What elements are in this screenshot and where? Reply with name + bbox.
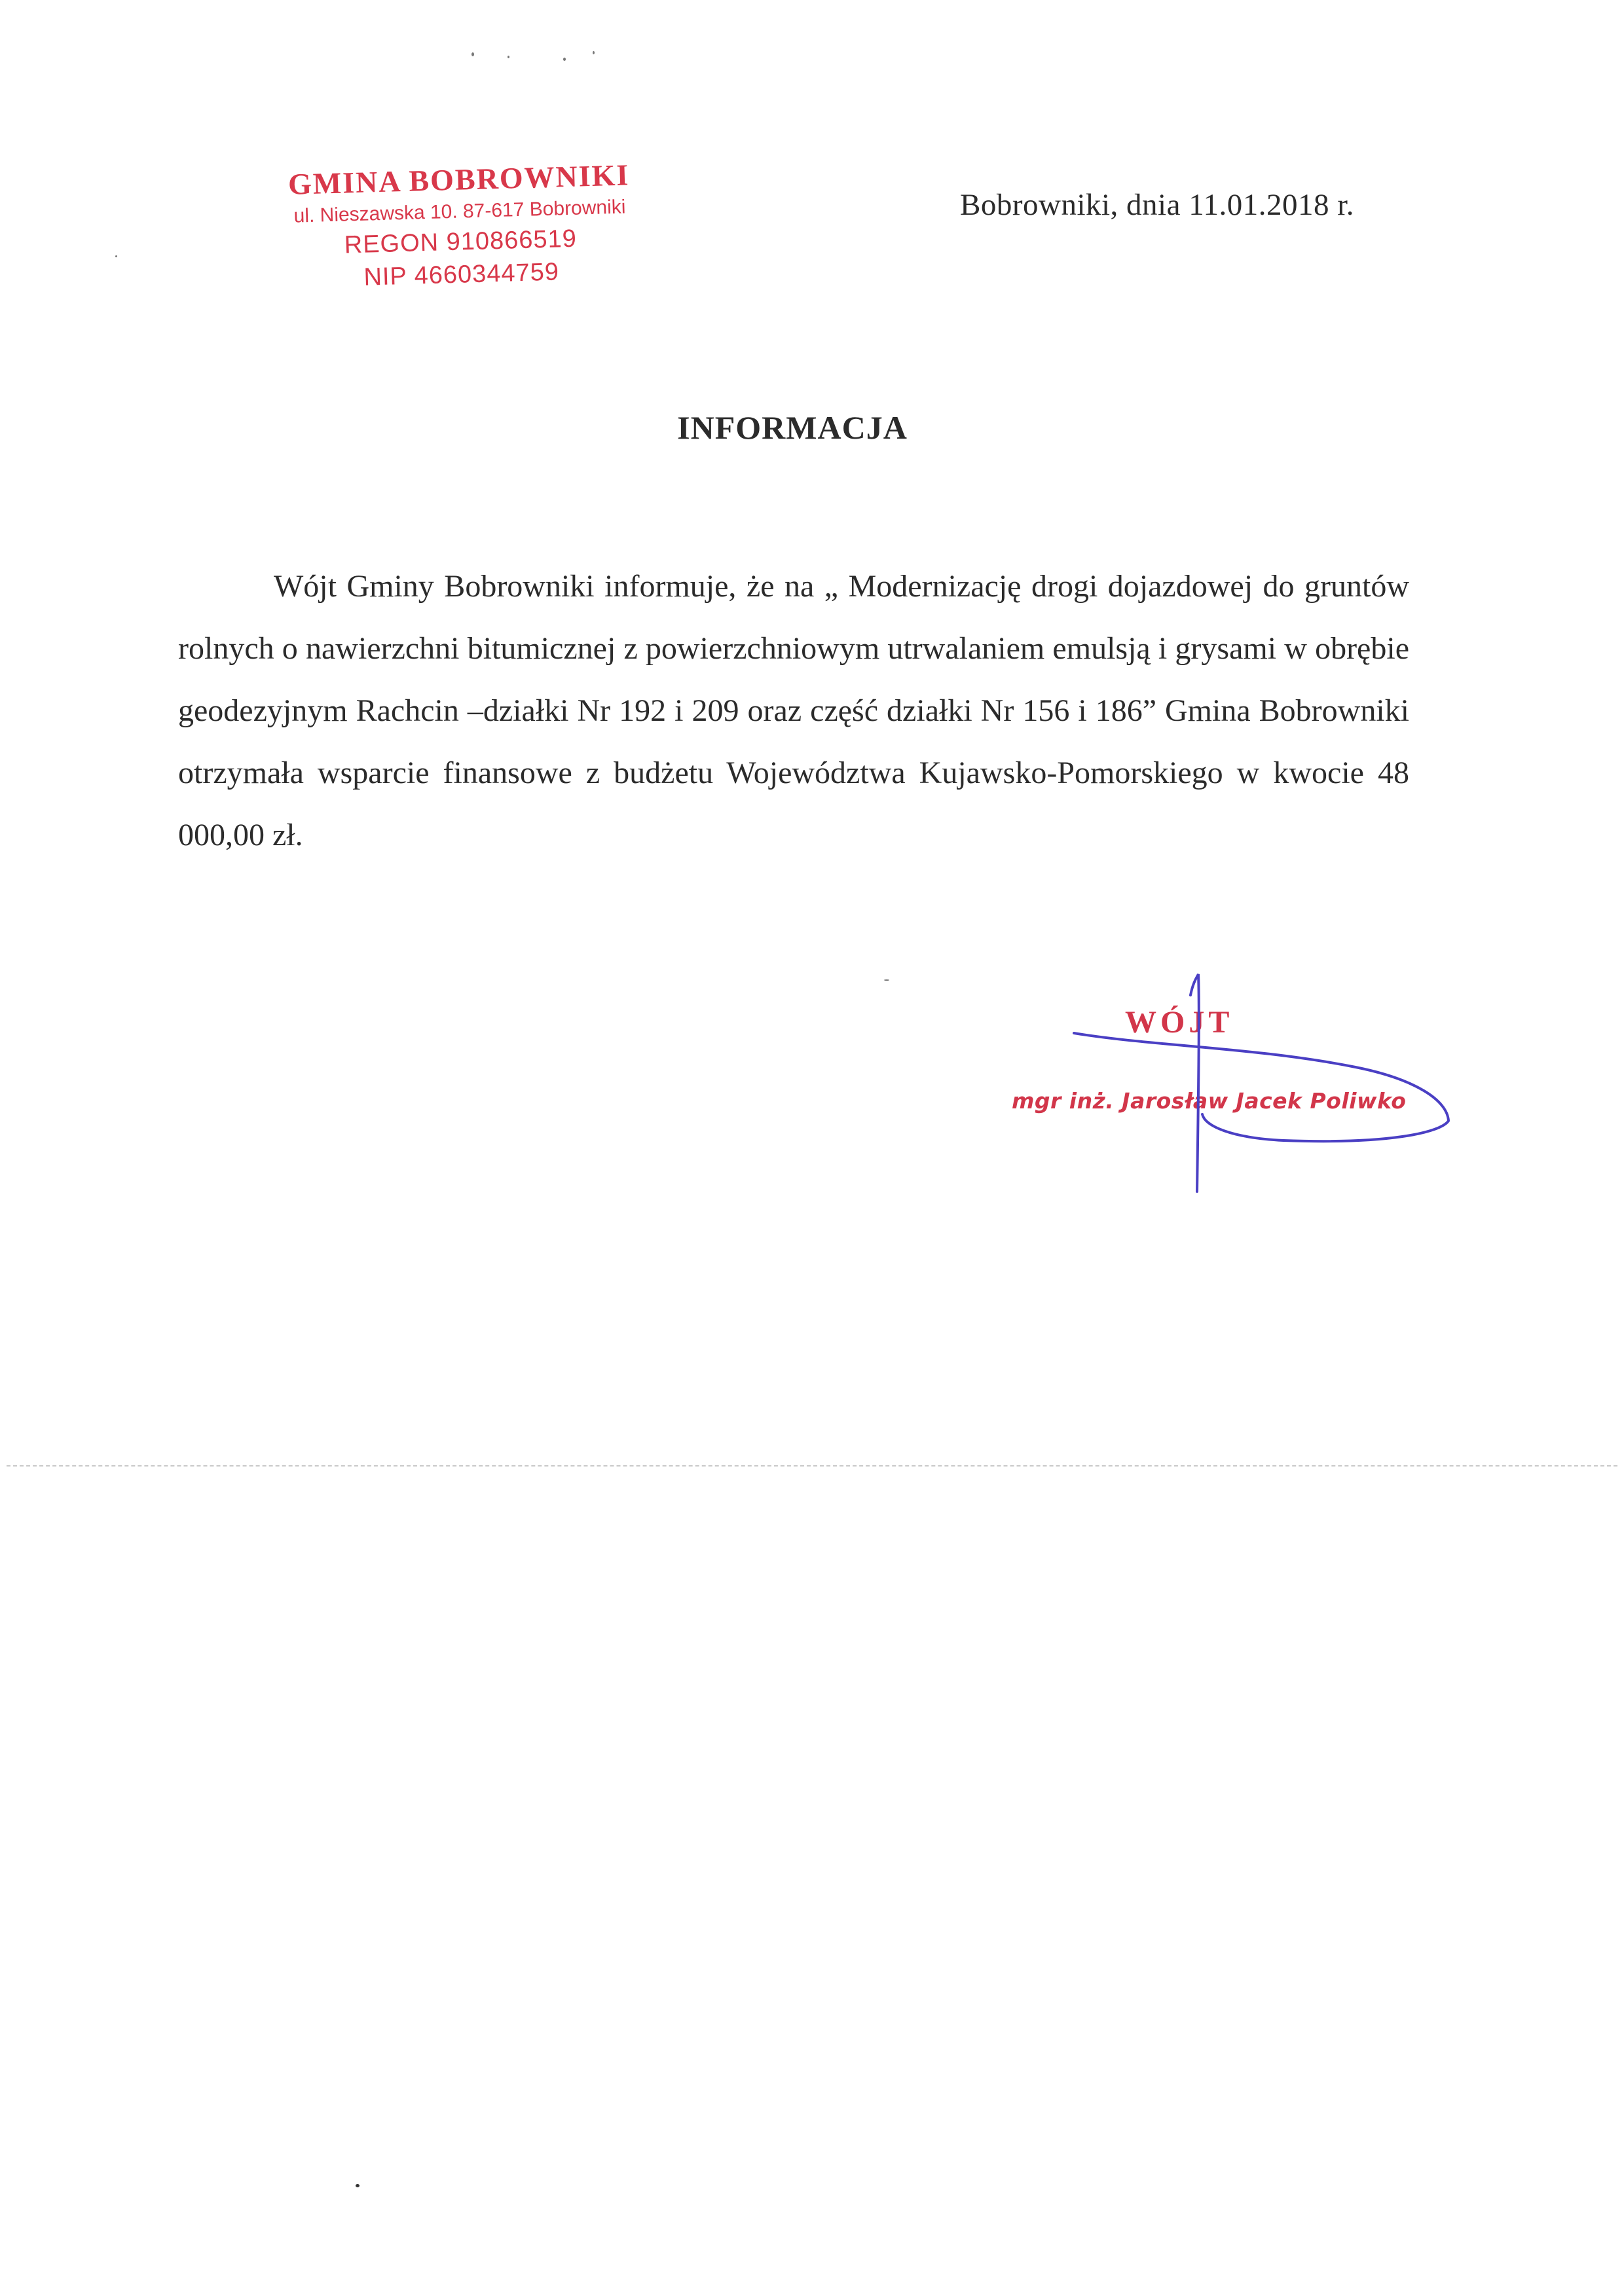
document-body: Wójt Gminy Bobrowniki informuje, że na „ Modernizację drogi dojazdowej do gruntów rolnych o nawierzchni bitumicznej z powierzchniowym utrwalaniem emulsją i grysami w obrębie geodezyjnym Rachcin –działki Nr 192 i 209 oraz część działki Nr 156 i 186” Gmina Bobrowniki otrzymała wsparcie finansowe z budżetu Województwa Kujawsko-Pomorskiego w kwocie 48 000,00 zł. — [178, 569, 1409, 852]
stamp-address: ul. Nieszawska 10. 87-617 Bobrowniki — [293, 196, 626, 227]
date-line: Bobrowniki, dnia 11.01.2018 r. — [960, 188, 1355, 222]
stamp-nip: NIP 4660344759 — [363, 258, 560, 291]
signature-stamp-name: mgr inż. Jarosław Jacek Poliwko — [1012, 1088, 1407, 1114]
scan-speck — [884, 979, 889, 981]
scan-speck — [593, 51, 595, 54]
stamp-office-name: GMINA BOBROWNIKI — [287, 158, 630, 201]
scan-speck — [115, 255, 117, 257]
scan-speck — [471, 52, 474, 56]
office-stamp — [262, 156, 658, 297]
scan-artifact-line — [7, 1465, 1617, 1467]
signature-stamp-title: WÓJT — [1125, 1005, 1234, 1040]
signature-stroke — [1190, 974, 1199, 1192]
scan-speck — [563, 58, 566, 61]
scan-speck — [507, 56, 509, 58]
stamp-regon: REGON 910866519 — [344, 225, 578, 259]
scan-speck — [356, 2184, 360, 2187]
handwritten-signature — [1048, 969, 1467, 1205]
document-title: INFORMACJA — [677, 409, 908, 446]
signature-stroke — [1074, 1033, 1449, 1141]
